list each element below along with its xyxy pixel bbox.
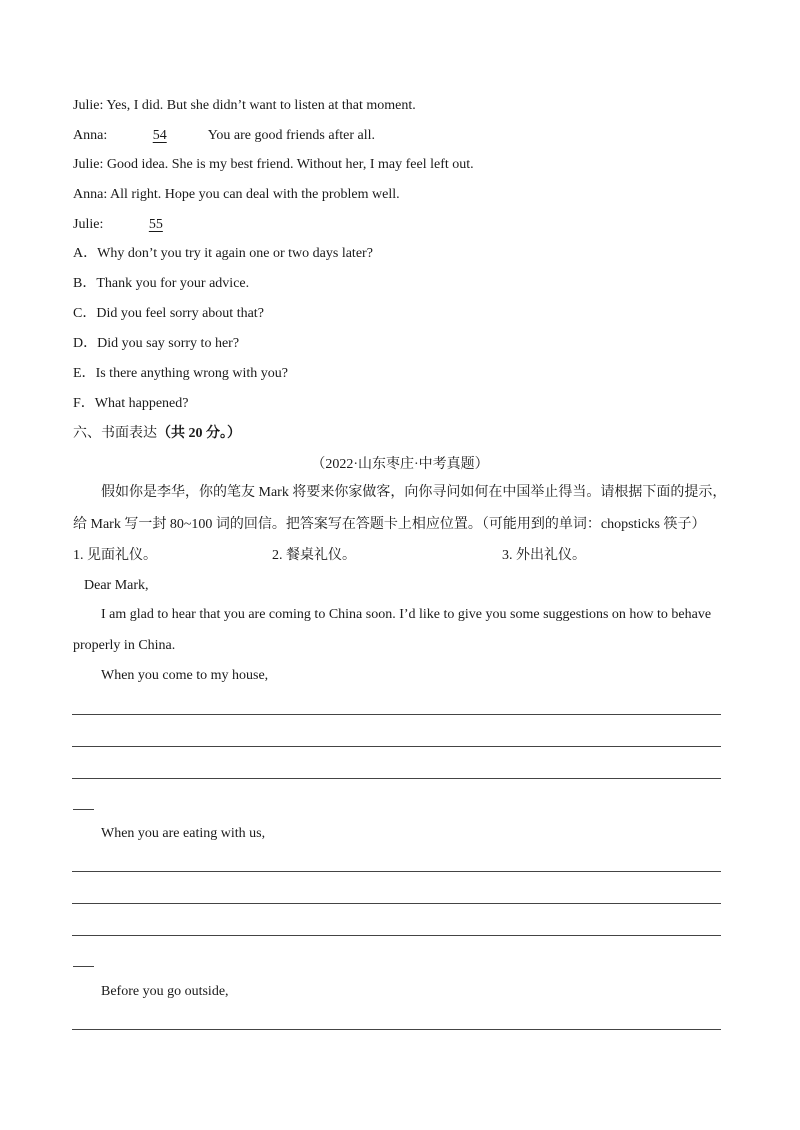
writing-line-end[interactable] <box>73 966 94 967</box>
hint-1: 1. 见面礼仪。 <box>73 548 157 563</box>
answer-blank-55[interactable] <box>115 216 197 234</box>
dialogue-line-3 <box>73 156 474 174</box>
dialogue-text: Yes, I did. But she didn’t want to listen at that moment. <box>106 98 416 113</box>
writing-line[interactable] <box>72 746 721 747</box>
writing-line[interactable] <box>72 871 721 872</box>
section-heading <box>73 425 241 443</box>
option-letter: A． <box>73 246 98 261</box>
option-text: Thank you for your advice. <box>96 276 250 291</box>
writing-line[interactable] <box>72 778 721 779</box>
dialogue-text: All right. Hope you can deal with the problem well. <box>109 187 400 202</box>
option-b <box>73 275 249 293</box>
blank-number: 54 <box>152 128 167 143</box>
prompt-house: When you come to my house, <box>101 668 269 683</box>
speaker: Anna: <box>73 128 108 143</box>
section-prefix: 六、书面表达 <box>73 426 157 441</box>
option-text: Is there anything wrong with you? <box>95 366 289 381</box>
dialogue-line-4 <box>73 186 400 204</box>
blank-number: 55 <box>148 217 163 232</box>
writing-line[interactable] <box>72 714 721 715</box>
speaker: Anna: <box>73 187 108 202</box>
speaker: Julie: <box>73 217 104 232</box>
dialogue-text: You are good friends after all. <box>207 128 376 143</box>
hint-3: 3. 外出礼仪。 <box>502 548 586 563</box>
option-text: What happened? <box>94 396 189 411</box>
dialogue-line-1 <box>73 97 416 115</box>
option-text: Did you feel sorry about that? <box>96 306 264 321</box>
speaker: Julie: <box>73 157 104 172</box>
option-letter: F． <box>73 396 95 411</box>
option-a <box>73 245 373 263</box>
option-d <box>73 335 239 353</box>
section-score: （共 20 分。） <box>157 426 241 441</box>
writing-line-end[interactable] <box>73 809 94 810</box>
option-f <box>73 395 188 413</box>
option-c <box>73 305 264 323</box>
option-letter: E． <box>73 366 96 381</box>
answer-blank-54[interactable] <box>119 127 205 145</box>
dialogue-line-5 <box>73 216 197 234</box>
writing-line[interactable] <box>72 1029 721 1030</box>
option-e <box>73 365 288 383</box>
prompt-line-1: 假如你是李华，你的笔友 Mark 将要来你家做客，向你寻问如何在中国举止得当。请根据下面的提示， <box>101 485 727 500</box>
letter-greeting: Dear Mark, <box>84 578 149 593</box>
letter-body-line-2: properly in China. <box>73 638 176 653</box>
option-letter: C． <box>73 306 97 321</box>
dialogue-text: Good idea. She is my best friend. Without her, I may feel left out. <box>106 157 474 172</box>
option-letter: D． <box>73 336 98 351</box>
option-text: Did you say sorry to her? <box>97 336 240 351</box>
speaker: Julie: <box>73 98 104 113</box>
writing-line[interactable] <box>72 903 721 904</box>
hint-2: 2. 餐桌礼仪。 <box>272 548 356 563</box>
dialogue-line-2 <box>73 127 375 145</box>
option-letter: B． <box>73 276 97 291</box>
source-citation: （2022·山东枣庄·中考真题） <box>311 457 489 472</box>
prompt-eating: When you are eating with us, <box>101 826 266 841</box>
writing-line[interactable] <box>72 935 721 936</box>
option-text: Why don’t you try it again one or two days later? <box>97 246 373 261</box>
letter-body-line-1: I am glad to hear that you are coming to China soon. I’d like to give you some suggestions on how to behave <box>101 607 712 622</box>
prompt-outside: Before you go outside, <box>101 984 229 999</box>
prompt-line-2: 给 Mark 写一封 80~100 词的回信。把答案写在答题卡上相应位置。（可能用到的单词：chopsticks 筷子） <box>73 517 706 532</box>
